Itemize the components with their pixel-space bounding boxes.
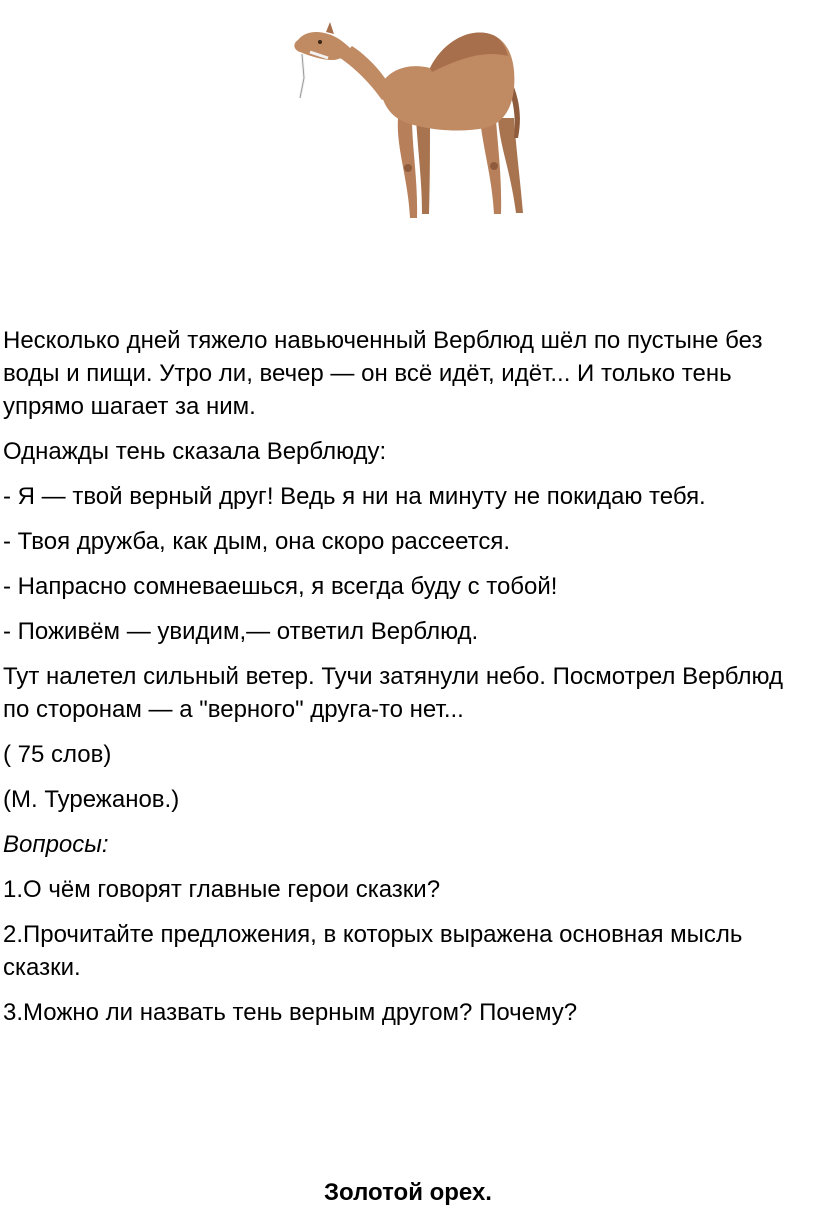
author: (М. Турежанов.) bbox=[3, 786, 180, 813]
story-paragraph: Тут налетел сильный ветер. Тучи затянули небо. Посмотрел Верблюд по сторонам — а "верного" друга-то нет... bbox=[3, 663, 783, 723]
story-paragraph: Однажды тень сказала Верблюду: bbox=[3, 438, 387, 465]
dialogue-line: - Я — твой верный друг! Ведь я ни на минуту не покидаю тебя. bbox=[3, 483, 706, 510]
question-item: 1.О чём говорят главные герои сказки? bbox=[3, 876, 441, 903]
dialogue-line: - Поживём — увидим,— ответил Верблюд. bbox=[3, 618, 479, 645]
question-item: 2.Прочитайте предложения, в которых выражена основная мысль сказки. bbox=[3, 921, 743, 981]
story-text bbox=[3, 324, 803, 1041]
camel-illustration bbox=[270, 8, 550, 220]
story-paragraph: Несколько дней тяжело навьюченный Верблюд шёл по пустыне без воды и пищи. Утро ли, вечер — он всё идёт, идёт... И только тень упрямо шагает за ним. bbox=[3, 327, 763, 420]
question-item: 3.Можно ли назвать тень верным другом? Почему? bbox=[3, 999, 578, 1026]
next-story-title: Золотой орех. bbox=[324, 1179, 492, 1206]
word-count: ( 75 слов) bbox=[3, 741, 112, 768]
dialogue-line: - Напрасно сомневаешься, я всегда буду с тобой! bbox=[3, 573, 558, 600]
camel-icon bbox=[270, 8, 550, 220]
questions-heading: Вопросы: bbox=[3, 831, 109, 858]
dialogue-line: - Твоя дружба, как дым, она скоро рассеется. bbox=[3, 528, 511, 555]
